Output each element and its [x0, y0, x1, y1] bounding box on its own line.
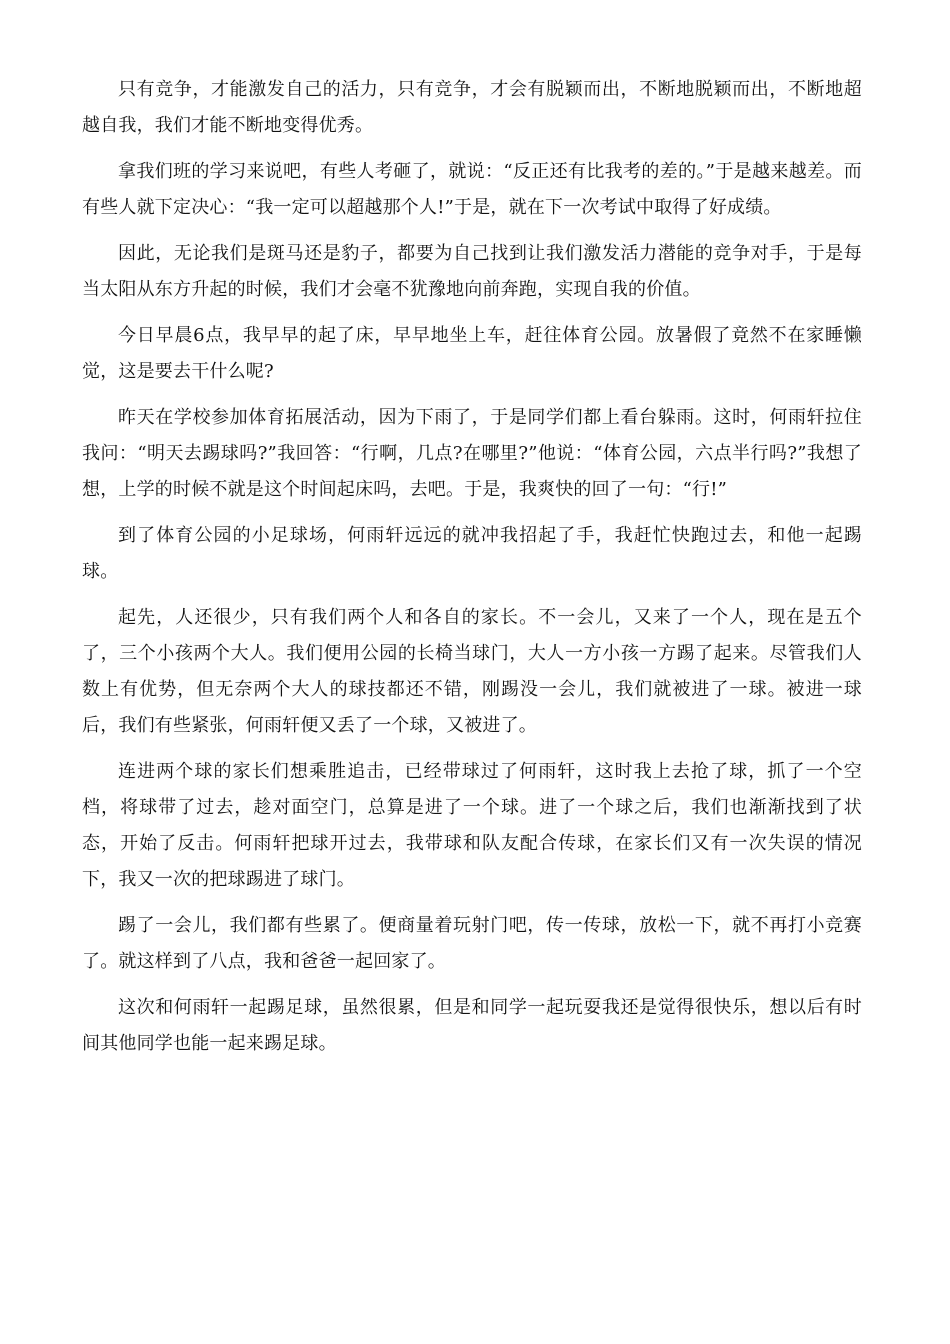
paragraph-9: 踢了一会儿，我们都有些累了。便商量着玩射门吧，传一传球，放松一下，就不再打小竞赛了。就这样到了八点，我和爸爸一起回家了。 — [82, 915, 862, 972]
paragraph-5: 昨天在学校参加体育拓展活动，因为下雨了，于是同学们都上看台躲雨。这时，何雨轩拉住我问：“明天去踢球吗?”我回答：“行啊，几点?在哪里?”他说：“体育公园，六点半行吗?”我想了想，上学的时候不就是这个时间起床吗，去吧。于是，我爽快的回了一句：“行!” — [82, 407, 862, 500]
paragraph-8: 连进两个球的家长们想乘胜追击，已经带球过了何雨轩，这时我上去抢了球，抓了一个空档，将球带了过去，趁对面空门，总算是进了一个球。进了一个球之后，我们也渐渐找到了状态，开始了反击。何雨轩把球开过去，我带球和队友配合传球，在家长们又有一次失误的情况下，我又一次的把球踢进了球门。 — [82, 761, 862, 890]
document-page — [82, 72, 862, 1072]
paragraph-2: 拿我们班的学习来说吧，有些人考砸了，就说：“反正还有比我考的差的。”于是越来越差。而有些人就下定决心：“我一定可以超越那个人!”于是，就在下一次考试中取得了好成绩。 — [82, 161, 862, 218]
paragraph-1: 只有竞争，才能激发自己的活力，只有竞争，才会有脱颖而出，不断地脱颖而出，不断地超越自我，我们才能不断地变得优秀。 — [82, 79, 862, 136]
paragraph-3: 因此，无论我们是斑马还是豹子，都要为自己找到让我们激发活力潜能的竞争对手，于是每当太阳从东方升起的时候，我们才会毫不犹豫地向前奔跑，实现自我的价值。 — [82, 243, 862, 300]
paragraph-10: 这次和何雨轩一起踢足球，虽然很累，但是和同学一起玩耍我还是觉得很快乐，想以后有时间其他同学也能一起来踢足球。 — [82, 997, 862, 1054]
paragraph-7: 起先，人还很少，只有我们两个人和各自的家长。不一会儿，又来了一个人，现在是五个了，三个小孩两个大人。我们便用公园的长椅当球门，大人一方小孩一方踢了起来。尽管我们人数上有优势，但无奈两个大人的球技都还不错，刚踢没一会儿，我们就被进了一球。被进一球后，我们有些紧张，何雨轩便又丢了一个球，又被进了。 — [82, 607, 862, 736]
paragraph-4: 今日早晨6点，我早早的起了床，早早地坐上车，赶往体育公园。放暑假了竟然不在家睡懒觉，这是要去干什么呢? — [82, 325, 862, 382]
paragraph-6: 到了体育公园的小足球场，何雨轩远远的就冲我招起了手，我赶忙快跑过去，和他一起踢球。 — [82, 525, 862, 582]
